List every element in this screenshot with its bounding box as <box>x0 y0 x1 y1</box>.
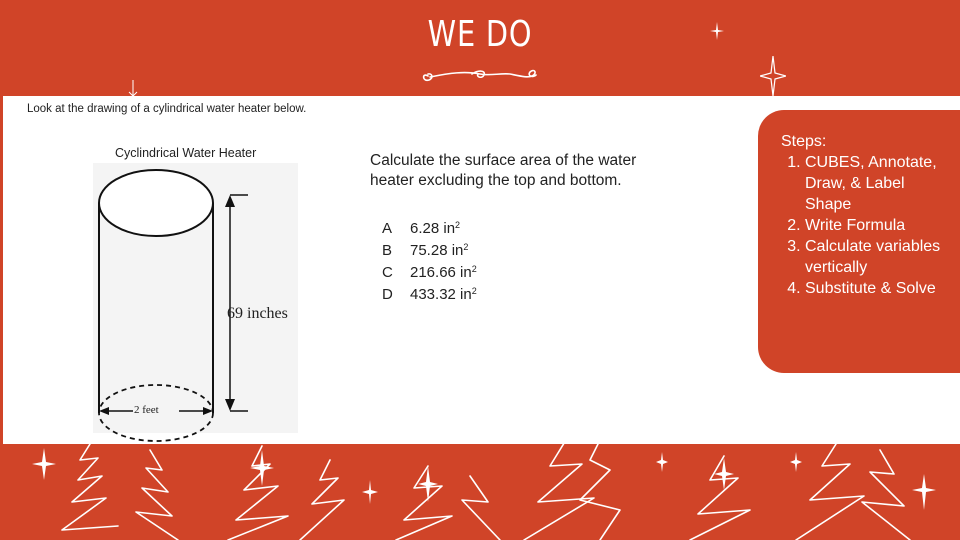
tree-icon <box>228 446 288 540</box>
slide-title: WE DO <box>427 14 533 55</box>
tree-icon <box>524 440 594 540</box>
steps-title: Steps: <box>781 133 827 150</box>
step-item: 3. Calculate variables vertically <box>805 236 955 278</box>
choice-c[interactable]: C 216.66 $in^2$ <box>382 264 477 281</box>
sparkle-icon <box>912 474 936 510</box>
tree-decoration <box>0 440 960 540</box>
tree-icon <box>862 450 910 540</box>
problem-intro: Look at the drawing of a cylindrical water heater below. <box>27 103 307 115</box>
tree-icon <box>396 466 452 540</box>
tree-icon <box>300 460 344 540</box>
sparkle-icon <box>128 80 138 96</box>
choice-d[interactable]: D 433.32 $in^2$ <box>382 286 477 303</box>
choice-b[interactable]: B 75.28 $in^2$ <box>382 242 469 259</box>
sparkle-icon <box>760 56 786 96</box>
flourish-ornament <box>420 64 540 88</box>
sparkle-icon <box>710 22 724 40</box>
figure-title: Cyclindrical Water Heater <box>115 146 257 160</box>
tree-icon <box>580 440 620 540</box>
sparkle-icon <box>656 452 668 472</box>
tree-icon <box>462 476 500 540</box>
question-text: Calculate the surface area of the water heater excluding the top and bottom. <box>370 152 637 189</box>
sparkle-icon <box>418 466 438 502</box>
sparkle-icon <box>790 452 802 472</box>
answer-choices <box>382 216 477 304</box>
tree-icon <box>62 444 118 530</box>
step-item: 2. Write Formula <box>805 215 955 236</box>
steps-list <box>758 152 955 299</box>
cylinder-diagram <box>93 163 298 445</box>
diameter-label: 2 feet <box>134 404 159 416</box>
steps-box <box>758 110 960 373</box>
choice-a[interactable]: A 6.28 $in^2$ <box>382 220 461 237</box>
tree-icon <box>136 450 178 540</box>
sparkle-icon <box>32 448 56 480</box>
height-label: 69 inches <box>227 305 288 322</box>
tree-icon <box>796 444 864 540</box>
step-item: 1. CUBES, Annotate, Draw, & Label Shape <box>805 152 955 215</box>
tree-icon <box>690 456 750 540</box>
step-item: 4. Substitute & Solve <box>805 278 955 299</box>
sparkle-icon <box>362 480 378 504</box>
